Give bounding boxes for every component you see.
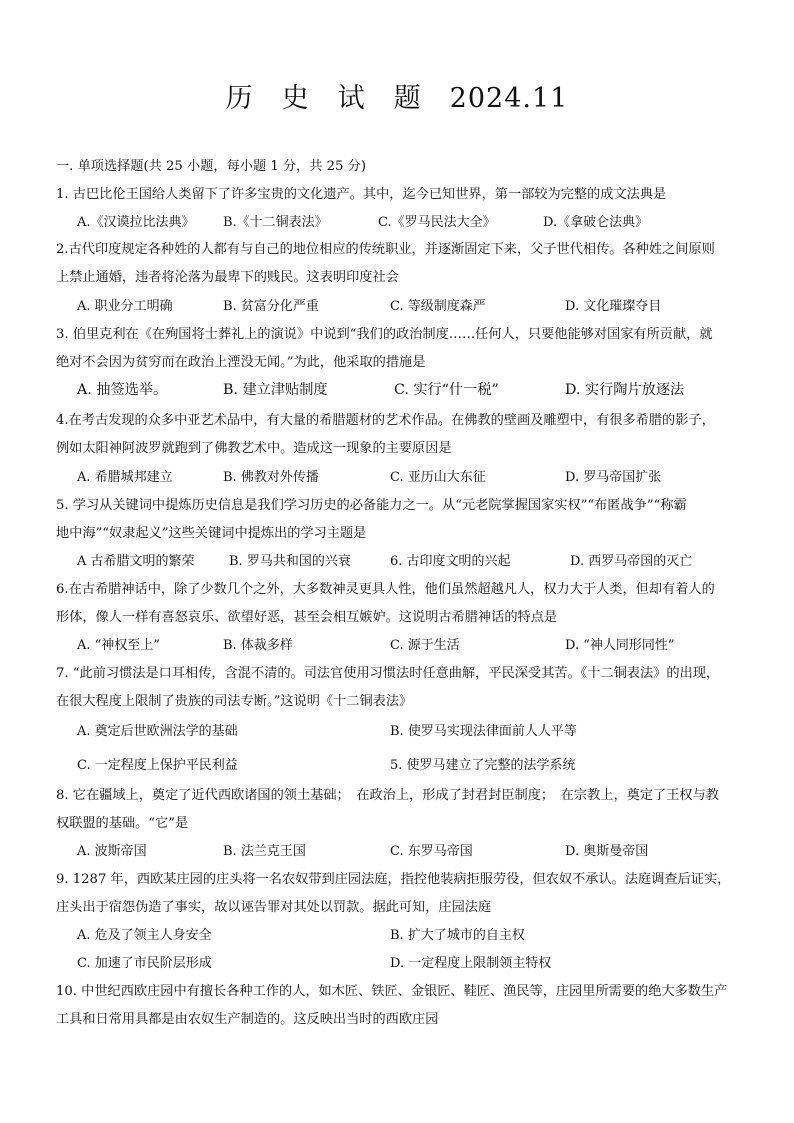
question-6-stem-line-1: 6.在古希腊神话中，除了少数几个之外，大多数神灵更具人性，他们虽然超越凡人，权力大于人类，但却有着人的: [56, 582, 715, 597]
question-9-stem-line-1: 9. 1287 年，西欧某庄园的庄头将一名农奴带到庄园法庭，指控他装病拒服劳役，但农奴不承认。法庭调查后证实，: [56, 872, 731, 887]
question-5-option-a: A 古希腊文明的繁荣: [77, 554, 195, 569]
question-10-stem-line-2: 工具和日常用具都是由农奴生产制造的。这反映出当时的西欧庄园: [56, 1012, 439, 1027]
question-4-option-a: A. 希腊城邦建立: [77, 470, 173, 485]
question-6-option-b: B. 体裁多样: [223, 638, 293, 653]
question-1-option-d: D.《拿破仑法典》: [543, 215, 649, 230]
section-heading: 一. 单项选择题(共 25 小题，每小题 1 分，共 25 分): [56, 159, 366, 174]
question-4-option-d: D. 罗马帝国扩张: [565, 470, 662, 485]
question-2-option-d: D. 文化璀璨夺目: [565, 299, 662, 314]
question-6-option-a: A. “神权至上”: [77, 638, 160, 653]
question-4-stem-line-2: 例如太阳神阿波罗就跑到了佛教艺术中。造成这一现象的主要原因是: [56, 441, 452, 456]
question-3-stem-line-2: 绝对不会因为贫穷而在政治上湮没无闻。”为此，他采取的措施是: [56, 355, 426, 370]
question-9-option-a: A. 危及了领主人身安全: [77, 928, 212, 943]
question-8-stem-line-1: 8. 它在疆域上，奠定了近代西欧诸国的领土基础； 在政治上，形成了封君封臣制度； 在宗教上，奠定了王权与教: [56, 788, 719, 803]
question-7-option-a: A. 奠定后世欧洲法学的基础: [77, 724, 238, 739]
question-9-stem-line-2: 庄头出于宿怨伪造了事实，故以诬告罪对其处以罚款。据此可知，庄园法庭: [56, 900, 492, 915]
question-2-option-b: B. 贫富分化严重: [223, 299, 319, 314]
question-1-option-c: C.《罗马民法大全》: [378, 215, 496, 230]
question-5-option-b: B. 罗马共和国的兴衰: [229, 554, 351, 569]
question-6-stem-line-2: 形体，像人一样有喜怒哀乐、欲望好恶，甚至会相互嫉妒。这说明古希腊神话的特点是: [56, 610, 558, 625]
question-9-option-d: D. 一定程度上限制领主特权: [390, 956, 552, 971]
question-5-stem-line-1: 5. 学习从关键词中提炼历史信息是我们学习历史的必备能力之一。从“元老院掌握国家实权”“布匿战争”“称霸: [56, 498, 687, 513]
question-10-stem-line-1: 10. 中世纪西欧庄园中有擅长各种工作的人，如木匠、铁匠、金银匠、鞋匠、渔民等，庄园里所需要的绝大多数生产: [56, 984, 728, 999]
question-7-stem-line-1: 7. “此前习惯法是口耳相传，含混不清的。司法官使用习惯法时任意曲解，平民深受其苦。《十二铜表法》的出现，: [56, 666, 720, 681]
question-2-option-a: A. 职业分工明确: [77, 299, 173, 314]
question-3-option-b: B. 建立津贴制度: [223, 382, 328, 398]
question-5-option-c: 6. 古印度文明的兴起: [390, 554, 511, 569]
question-3-option-c: C. 实行“什一税”: [394, 382, 499, 398]
question-5-stem-line-2: 地中海”“奴隶起义”这些关键词中提炼出的学习主题是: [56, 526, 367, 541]
question-3-option-a: A. 抽签选举。: [77, 382, 168, 398]
question-6-option-c: C. 源于生活: [390, 638, 460, 653]
question-8-option-b: B. 法兰克王国: [223, 844, 306, 859]
question-3-option-d: D. 实行陶片放逐法: [565, 382, 685, 398]
question-1-stem: 1. 古巴比伦王国给人类留下了许多宝贵的文化遗产。其中，迄今已知世界，第一部较为完整的成文法典是: [56, 187, 667, 202]
question-9-option-b: B. 扩大了城市的自主权: [390, 928, 525, 943]
question-4-option-c: C. 亚历山大东征: [390, 470, 486, 485]
question-8-stem-line-2: 权联盟的基础。“它”是: [56, 816, 189, 831]
question-1-option-b: B.《十二铜表法》: [223, 215, 328, 230]
question-1-option-a: A.《汉谟拉比法典》: [77, 215, 195, 230]
question-3-stem-line-1: 3. 伯里克利在《在殉国将士葬礼上的演说》中说到“我们的政治制度……任何人，只要他能够对国家有所贡献，就: [56, 327, 713, 342]
question-8-option-a: A. 波斯帝国: [77, 844, 147, 859]
question-8-option-c: C. 东罗马帝国: [390, 844, 473, 859]
question-7-option-c: C. 一定程度上保护平民利益: [77, 758, 238, 773]
question-2-option-c: C. 等级制度森严: [390, 299, 486, 314]
question-4-stem-line-1: 4.在考古发现的众多中亚艺术品中，有大量的希腊题材的艺术作品。在佛教的壁画及雕塑中，有很多希腊的影子，: [56, 413, 715, 428]
question-8-option-d: D. 奥斯曼帝国: [565, 844, 649, 859]
question-7-option-d: 5. 使罗马建立了完整的法学系统: [390, 758, 576, 773]
page-title: 历 史 试 题 2024.11: [225, 83, 569, 114]
question-5-option-d: D. 西罗马帝国的灭亡: [570, 554, 693, 569]
question-4-option-b: B. 佛教对外传播: [223, 470, 319, 485]
question-6-option-d: D. “神人同形同性”: [565, 638, 675, 653]
question-7-option-b: B. 使罗马实现法律面前人人平等: [390, 724, 577, 739]
question-7-stem-line-2: 在很大程度上限制了贵族的司法专断。”这说明《十二铜表法》: [56, 694, 413, 709]
question-2-stem-line-1: 2.古代印度规定各种姓的人都有与自己的地位相应的传统职业，并逐渐固定下来，父子世代相传。各种姓之间原则: [56, 242, 715, 257]
question-9-option-c: C. 加速了市民阶层形成: [77, 956, 212, 971]
question-2-stem-line-2: 上禁止通婚，违者将沦落为最卑下的贱民。这表明印度社会: [56, 270, 399, 285]
